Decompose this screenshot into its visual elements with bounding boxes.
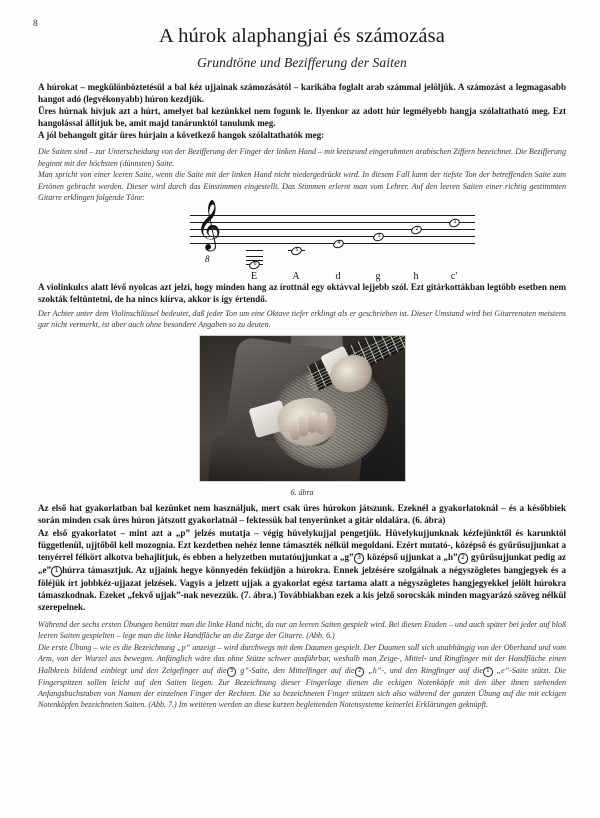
figure-caption: 6. ábra xyxy=(290,487,314,497)
octave-note-hu: A violinkulcs alatt lévő nyolcas azt jelzi, hogy minden hang az írottnál egy oktávval lejjebb szól. Ezt gitárkottákban legtöbb esetben nem szokták feltüntetni, de ha nincs kiírva, akkor is így értendő. xyxy=(38,281,566,304)
figure-6 xyxy=(38,335,566,497)
note-label-a: A xyxy=(292,270,300,282)
note-label-c1: c' xyxy=(450,270,458,282)
intro-hungarian-block xyxy=(38,81,566,141)
page-title: A húrok alaphangjai és számozása xyxy=(158,25,445,47)
note-head-h xyxy=(410,224,423,235)
note-head-c xyxy=(448,217,461,228)
string-badge-de-2: 2 xyxy=(355,667,364,676)
string-number-5: 5 xyxy=(294,246,299,253)
staff-line-3 xyxy=(190,225,475,232)
intro-hu-paragraph-2: Üres húrnak hívjuk azt a húrt, amelyet bal kezünkkel nem fogunk le. Ilyenkor az adott húr legmélyebb hangja szólaltatható meg. Ezt hangolással állítjuk be, amit majd tanárunktól tanulunk meg. xyxy=(38,106,566,129)
note-label-g: g xyxy=(375,270,381,282)
body-hu-p2-part-c: gyűrűsujjunkat pedig az „e” xyxy=(38,551,567,575)
string-badge-1: 1 xyxy=(51,566,61,576)
guitarist-photo xyxy=(199,335,406,482)
note-head-g xyxy=(372,231,385,242)
intro-de-paragraph-2: Man spricht von einer leeren Saite, wenn die Saite mit der linken Hand nicht niedergedrückt wird. In diesem Fall kann der tiefste Ton der betreffenden Saite zum Ertönen gebracht werden. Dieser wird durch das Einstimmen eingestellt. Das Stimmen erlernt man vom Lehrer. Auf den leeren Saiten einer richtig gestimmten Gitarre erklingen folgende Töne: xyxy=(38,170,566,203)
string-badge-de-3: 3 xyxy=(227,667,236,676)
string-number-4: 4 xyxy=(336,239,341,246)
intro-german-block xyxy=(38,146,566,203)
page-subtitle: Grundtöne und Bezifferung der Saiten xyxy=(197,55,407,70)
treble-clef-icon: 𝄞 xyxy=(196,199,222,250)
staff-line-4 xyxy=(190,218,475,225)
body-hu-paragraph-2 xyxy=(38,527,566,613)
note-head-e xyxy=(248,259,261,270)
intro-hu-paragraph-3: A jól behangolt gitár üres húrjain a következő hangok szólaltathatók meg: xyxy=(38,130,325,141)
page-content xyxy=(38,14,566,711)
ledger-line-e-4 xyxy=(246,250,263,251)
string-number-6: 6 xyxy=(252,260,257,267)
music-staff-figure xyxy=(38,199,566,282)
ledger-line-e-3 xyxy=(246,256,263,257)
string-badge-2: 2 xyxy=(458,553,468,563)
octave-note-de: Der Achter unter dem Violinschlüssel bedeutet, daß jeder Ton um eine Oktave tiefer erklingt als er geschrieben ist. Dieser Umstand wird bei Gitarrenoten meistens gar nicht vermerkt, ist aber auch ohne besondere Angaben so zu deuten. xyxy=(38,308,566,330)
body-de-p2-part-b: g”-Saite, den Mittelfinger auf die xyxy=(236,665,355,675)
staff-line-2 xyxy=(190,232,475,239)
clef-octave-8-label: 8 xyxy=(205,253,210,264)
string-number-1: 1 xyxy=(452,218,457,225)
string-number-3: 3 xyxy=(376,232,381,239)
body-hu-p2-part-b: középső ujjunkat a „h” xyxy=(364,551,458,562)
string-badge-3: 3 xyxy=(354,553,364,563)
string-number-2: 2 xyxy=(414,225,419,232)
body-de-p2-part-d: „e”-Saite stützt. Die Fingerspitzen sollen leicht auf den Saiten liegen. Zur Bezeichnung dieser Fingerlage dienen die eckigen Notenköpfe mit den über ihnen stehenden Anfangsbuchstaben von Namen der einzelnen Finger der Rechten. Die so bezeichneten Finger stützen sich also während der ganzen Übung auf die mit eckigen Notenköpfen bezeichneten Saiten. (Abb. 7.) Im weiteren werden an diese kurzen begleitenden Notensysteme keinerlei Erklärungen geknüpft. xyxy=(38,665,566,710)
staff xyxy=(190,199,475,282)
body-hu-paragraph-1: Az első hat gyakorlatban bal kezünket nem használjuk, mert csak üres húrokon játszunk. Ezeknél a gyakorlatoknál – és a későbbiek során minden csak üres húron játszott gyakorlatnál – fektessük bal tenyerünket a gitár oldalára. (6. ábra) xyxy=(38,502,566,525)
note-label-d: d xyxy=(335,270,341,282)
body-german-block xyxy=(38,619,566,711)
body-hungarian-block xyxy=(38,502,566,613)
body-de-paragraph-1: Während der sechs ersten Übungen benützt man die linke Hand nicht, da nur an leeren Saiten gespielt wird. Bei diesen Etuden – und auch später bei jeder auf bloß leeren Saiten gespielten – lege man die linke Handfläche an die Zarge der Gitarre. (Abb. 6.) xyxy=(38,619,566,641)
body-de-paragraph-2 xyxy=(38,642,566,711)
note-label-e: E xyxy=(250,270,258,282)
intro-de-paragraph-1: Die Saiten sind – zur Unterscheidung von der Bezifferung der Finger der linken Hand – mit kreisrund eingerahmten arabischen Ziffern bezeichnet. Die Bezifferung beginnt mit der höchsten (dünnsten) Saite. xyxy=(38,147,566,168)
note-label-h: h xyxy=(413,270,419,282)
page-number: 8 xyxy=(33,19,38,29)
staff-line-5 xyxy=(190,215,475,216)
note-head-a xyxy=(290,245,303,256)
body-de-p2-part-a: Die erste Übung – wie es die Bezeichnung „p” anzeigt – wird durchwegs mit dem Daumen gespielt. Der Daumen soll sich unabhängig von der Oberhand und vom Arm, von der Wurzel aus bewegen. Anfänglich wäre das ohne Stütze schwer ausführbar, weshalb man Zeige-, Mittel- und Ringfinger mit der Handfläche einen Halbkreis bildend einbiegt und den Zeigefinger auf die xyxy=(38,642,566,675)
body-de-p2-part-c: „h”-, und den Ringfinger auf die xyxy=(364,665,483,675)
photo-film-grain xyxy=(200,336,405,481)
string-badge-de-1: 1 xyxy=(483,667,492,676)
body-hu-p2-part-d: húrra támasztjuk. Az ujjaink hegye könnyedén feküdjön a húrokra. Ennek jelzésére szolgálnak a négyszögletes hangjegyek és a föléjük írt jobbkéz-ujjazat jelzések. Vagyis a jelzett ujjak a gyakorlat egész tartama alatt a négyszögletes hangjegyekkel jelölt húrokra támaszkodnak. Ezeket „fekvő ujjak”-nak nevezzük. (7. ábra.) Továbbiakban ezek a kis jelző sorocskák minden magyarázó szöveg nélkül szerepelnek. xyxy=(38,564,566,612)
intro-hu-paragraph-1: A húrokat – megkülönböztetésül a bal kéz ujjainak számozásától – karikába foglalt arab számmal jelöljük. A számozást a legmagasabb hangot adó (legvékonyabb) húron kezdjük. xyxy=(38,82,566,105)
note-head-d xyxy=(332,238,345,249)
body-hu-p2-part-a: Az első gyakorlatot – mint azt a „p” jelzés mutatja – végig hüvelykujjal pengetjük. Hüvelykujjunknak kézfejünktől és karunktól függetlenül, ujjtőből kell mozognia. Ezt kezdetben nehéz lenne támaszték nélkül megoldani. Ezért mutató-, középső és gyűrűsujjunkat a tenyérrel félkört alkotva behajlítjuk, és ebben a helyzetben mutatóujjunkat a „g” xyxy=(38,527,566,562)
